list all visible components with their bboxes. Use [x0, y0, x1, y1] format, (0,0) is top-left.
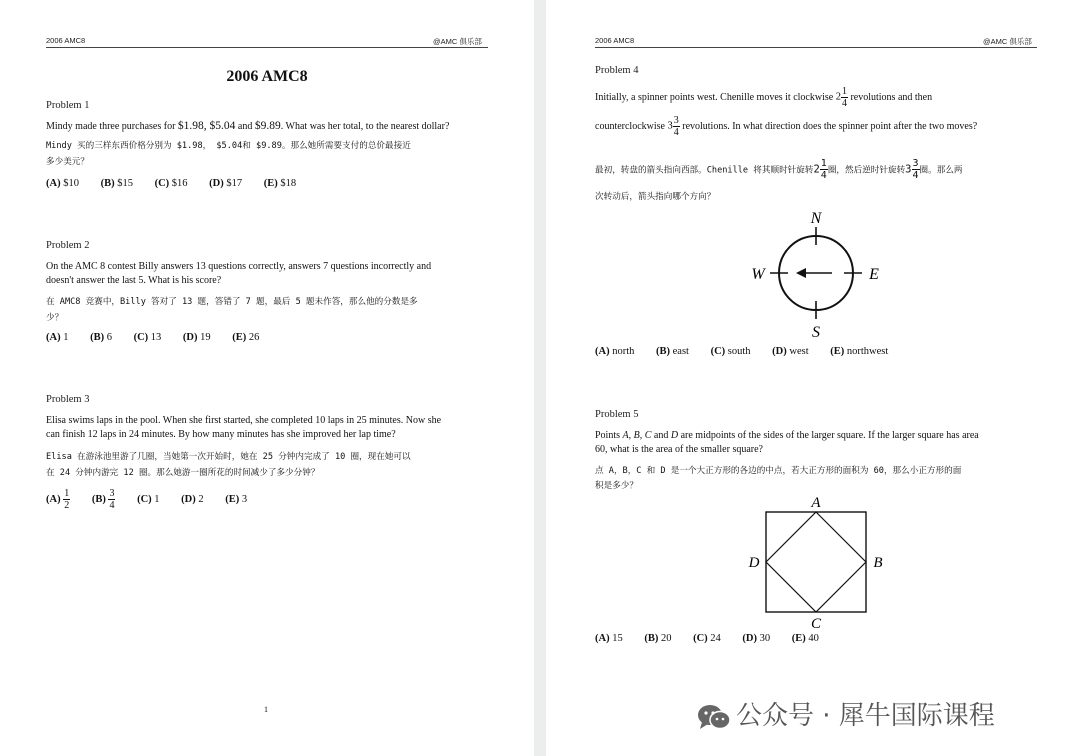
choice-b: (B) $\frac{3}{4}$: [91, 488, 115, 511]
price-sep: ,: [203, 120, 210, 132]
problem-3-text-line-2: can finish 12 laps in 24 minutes. By how many minutes has she improved her lap time?: [46, 429, 396, 440]
problem-1-zh-line-1: Mindy 买的三样东西价格分别为 $1.98， $5.04和 $9.89。那么她所需要支付的总价最接近: [46, 141, 411, 151]
choice-b: (B) 20: [644, 633, 672, 644]
choice-e: (E) 40: [791, 633, 819, 644]
larger-square: [766, 512, 866, 612]
problem-4-text-a: Initially, a spinner points west. Chenille moves it clockwise: [595, 91, 836, 103]
choice-b: (B) east: [656, 346, 689, 357]
problem-4-text-c: counterclockwise: [595, 120, 668, 132]
choice-a: (A) 15: [595, 633, 623, 644]
wechat-icon: [696, 702, 732, 732]
choice-e: (E) 3: [225, 493, 248, 505]
problem-2-text-line-1: On the AMC 8 contest Billy answers 13 questions correctly, answers 7 questions incorrectly and: [46, 261, 432, 272]
problem-5-zh-line-1: 点 A，B，C 和 D 是一个大正方形的各边的中点，若大正方形的面积为 60，那么小正方形的面: [595, 466, 962, 476]
compass-figure: [746, 205, 886, 343]
price-2: $5.04: [209, 120, 236, 132]
problem-3-zh-line-1: Elisa 在游泳池里游了几圈，当她第一次开始时，她在 25 分钟内完成了 10 圈，现在她可以: [46, 452, 411, 462]
problem-1-label: Problem 1: [46, 100, 90, 111]
choice-c: (C) $16: [154, 178, 188, 189]
problem-4-zh-line-2: 次转动后，箭头指向哪个方向？: [595, 192, 716, 202]
header-left-text: 2006 AMC8: [46, 36, 86, 45]
smaller-square: [766, 512, 866, 612]
problem-4-text-line-1: [595, 86, 932, 109]
choice-d: (D) 30: [742, 633, 771, 644]
page-title: 2006 AMC8: [226, 68, 308, 85]
compass-label-n: N: [810, 210, 822, 227]
header-rule: [595, 47, 1037, 48]
price-1: $1.98: [177, 120, 204, 132]
compass-label-s: S: [812, 324, 820, 341]
square-figure: [742, 490, 892, 632]
problem-1-text-a: Mindy made three purchases for: [46, 121, 178, 132]
header-rule: [46, 47, 488, 48]
problem-2-zh-line-2: 少？: [46, 313, 64, 323]
problem-2-choices: [46, 332, 278, 343]
choice-c: (C) 24: [693, 633, 721, 644]
label-a: A: [811, 495, 821, 511]
spinner-arrowhead: [796, 268, 806, 278]
problem-4-text-d: revolutions. In what direction does the spinner point after the two moves?: [679, 120, 978, 132]
choice-c: (C) 13: [133, 332, 162, 343]
watermark: [696, 695, 995, 732]
choice-a: (A) $\frac{1}{2}$: [46, 488, 70, 511]
problem-2-text-line-2: doesn't answer the last 5. What is his score?: [46, 275, 222, 286]
header-left-text: 2006 AMC8: [595, 36, 635, 45]
page-right: [546, 0, 1080, 756]
problem-1-text-b: and: [235, 121, 255, 132]
problem-3-label: Problem 3: [46, 394, 90, 405]
problem-5-zh-line-2: 积是多少？: [595, 481, 638, 491]
watermark-text: 公众号 · 犀牛国际课程: [736, 701, 995, 731]
choice-c: (C) south: [710, 346, 751, 357]
choice-e: (E) northwest: [830, 346, 889, 357]
choice-e: (E) 26: [232, 332, 260, 343]
choice-b: (B) $15: [100, 178, 133, 189]
compass-label-e: E: [869, 266, 879, 283]
label-b: B: [873, 555, 883, 571]
problem-4-label: Problem 4: [595, 65, 639, 76]
problem-1-choices: [46, 178, 315, 189]
compass-label-w: W: [751, 266, 765, 283]
page-left: [0, 0, 534, 756]
problem-3-text-line-1: Elisa swims laps in the pool. When she first started, she completed 10 laps in 25 minutes. Now she: [46, 415, 442, 426]
choice-a: (A) $10: [46, 178, 79, 189]
problem-1-text-c: . What was her total, to the nearest dollar?: [280, 121, 450, 132]
choice-c: (C) 1: [137, 493, 160, 505]
price-3: $9.89: [254, 120, 281, 132]
choice-e: (E) $18: [263, 178, 297, 189]
problem-2-label: Problem 2: [46, 240, 90, 251]
choice-d: (D) $17: [209, 178, 243, 189]
mixed-number-1: 2 $\frac{1}{4}$: [835, 86, 847, 109]
choice-b: (B) 6: [90, 332, 112, 343]
problem-3-zh-line-2: 在 24 分钟内游完 12 圈。那么她游一圈所花的时间减少了多少分钟？: [46, 468, 320, 478]
mixed-number-2: 3 $\frac{3}{4}$: [667, 115, 679, 138]
problem-3-choices: [46, 488, 266, 511]
problem-4-text-b: revolutions and then: [847, 91, 933, 103]
choice-d: (D) west: [772, 346, 809, 357]
problem-4-zh-line-1: 最初，转盘的箭头指向西部。Chenille 将其顺时针旋转2 $\frac{1}{4}$ 圈，然后逆时针旋转3 $\frac{3}{4}$ 圈。那么两: [595, 158, 963, 181]
problem-5-choices: [595, 633, 838, 644]
problem-1-text: [46, 119, 449, 134]
problem-5-text-line-2: 60, what is the area of the smaller square?: [595, 444, 763, 455]
problem-4-text-line-2: [595, 115, 977, 138]
problem-1-zh-line-2: 多少美元？: [46, 157, 89, 167]
label-c: C: [810, 616, 822, 632]
problem-2-zh-line-1: 在 AMC8 竞赛中，Billy 答对了 13 题，答错了 7 题，最后 5 题未作答，那么他的分数是多: [46, 297, 418, 307]
page-number: 1: [264, 705, 268, 714]
header-right-text: @AMC 俱乐部: [433, 37, 482, 46]
choice-a: (A) north: [595, 346, 635, 357]
choice-d: (D) 2: [181, 493, 204, 505]
choice-d: (D) 19: [182, 332, 211, 343]
header-right-text: @AMC 俱乐部: [983, 37, 1032, 46]
mixed-number-1-zh: 2 $\frac{1}{4}$: [813, 158, 827, 181]
choice-a: (A) 1: [46, 332, 69, 343]
label-d: D: [748, 555, 760, 571]
problem-5-text-line-1: Points A, B, C and D are midpoints of the sides of the larger square. If the larger square has area: [595, 430, 979, 441]
problem-5-label: Problem 5: [595, 409, 639, 420]
problem-4-choices: [595, 346, 907, 357]
mixed-number-2-zh: 3 $\frac{3}{4}$: [905, 158, 919, 181]
